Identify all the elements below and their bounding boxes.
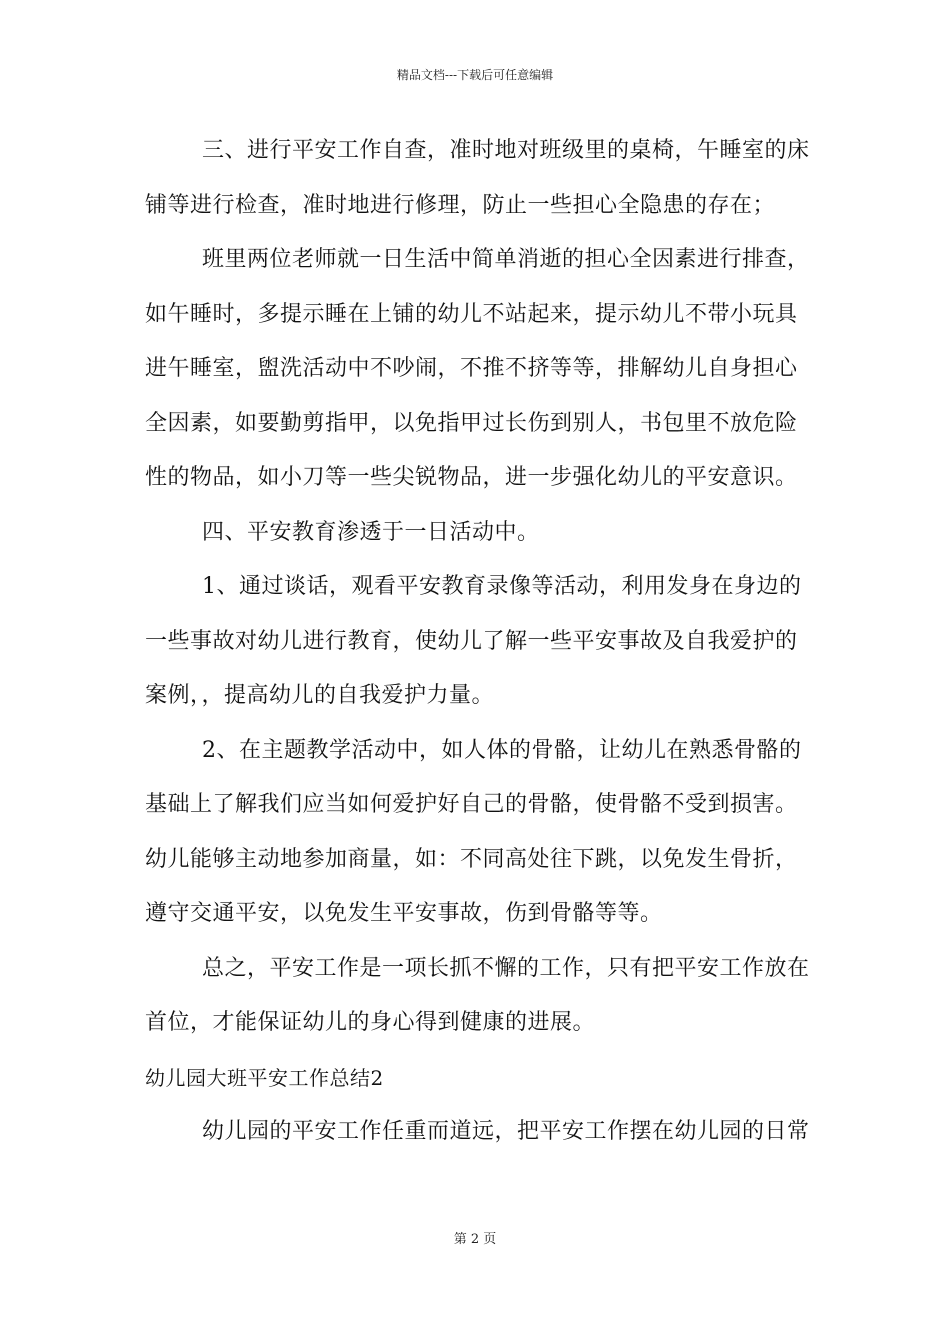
page-number: 第 2 页 [453, 1232, 497, 1247]
text-line: 首位，才能保证幼儿的身心得到健康的进展。 [145, 1010, 596, 1035]
text-line: 全因素，如要勤剪指甲，以免指甲过长伤到别人，书包里不放危险 [145, 410, 798, 436]
text-line: 一些事故对幼儿进行教育，使幼儿了解一些平安事故及自我爱护的 [145, 628, 798, 654]
text-line: 总之，平安工作是一项长抓不懈的工作，只有把平安工作放在 [202, 955, 810, 981]
text-line: 基础上了解我们应当如何爱护好自己的骨骼，使骨骼不受到损害。 [145, 792, 798, 817]
section-heading: 四、平安教育渗透于一日活动中。 [202, 519, 540, 545]
text-line: 案例，，提高幼儿的自我爱护力量。 [145, 683, 495, 708]
text-line: 班里两位老师就一日生活中简单消逝的担心全因素进行排查， [202, 247, 810, 272]
text-line: 如午睡时，多提示睡在上铺的幼儿不站起来，提示幼儿不带小玩具 [145, 301, 798, 327]
text-line: 幼儿园的平安工作任重而道远，把平安工作摆在幼儿园的日常 [202, 1119, 810, 1144]
text-line: 1、通过谈话，观看平安教育录像等活动，利用发身在身边的 [202, 574, 802, 599]
text-line: 遵守交通平安，以免发生平安事故，伤到骨骼等等。 [145, 901, 663, 926]
text-line: 三、进行平安工作自查，准时地对班级里的桌椅，午睡室的床 [202, 138, 810, 163]
text-line: 进午睡室，盥洗活动中不吵闹，不推不挤等等，排解幼儿自身担心 [145, 356, 798, 381]
text-line: 铺等进行检查，准时地进行修理，防止一些担心全隐患的存在； [145, 192, 776, 218]
text-line: 性的物品，如小刀等一些尖锐物品，进一步强化幼儿的平安意识。 [145, 465, 798, 490]
document-body [145, 130, 810, 1166]
text-line: 2、在主题教学活动中，如人体的骨骼，让幼儿在熟悉骨骼的 [202, 737, 802, 763]
page-header: 精品文档---下载后可任意编辑 [396, 68, 554, 82]
document-title: 幼儿园大班平安工作总结2 [145, 1065, 384, 1090]
text-line: 幼儿能够主动地参加商量，如：不同高处往下跳，以免发生骨折， [145, 846, 798, 872]
